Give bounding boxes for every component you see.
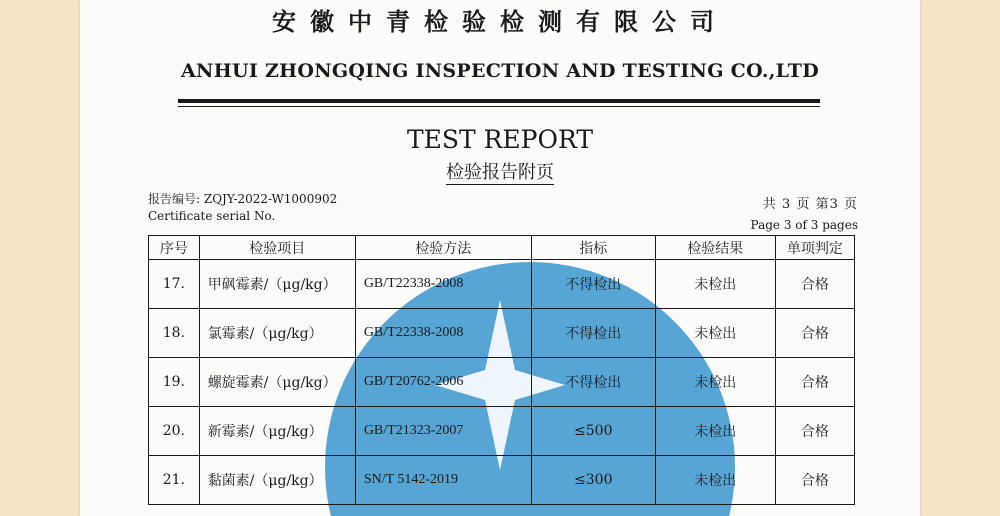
row-no: 17. [149, 260, 200, 309]
row-result: 未检出 [655, 260, 775, 309]
company-name-cn: 安徽中青检验检测有限公司 [272, 7, 728, 36]
row-item: 新霉素/（μg/kg） [199, 407, 355, 456]
results-table [148, 235, 855, 505]
row-item: 螺旋霉素/（μg/kg） [199, 358, 355, 407]
row-verdict: 合格 [775, 358, 854, 407]
row-result: 未检出 [655, 456, 775, 505]
row-method: GB/T22338-2008 [355, 309, 531, 358]
row-verdict: 合格 [775, 260, 854, 309]
company-name-en: ANHUI ZHONGQING INSPECTION AND TESTING CO.,LTD [181, 60, 819, 82]
row-item: 甲砜霉素/（μg/kg） [199, 260, 355, 309]
serial-label-cn: 报告编号: [148, 192, 201, 206]
page-indicator-cn: 共 3 页 第3 页 [762, 197, 858, 212]
row-item: 黏菌素/（μg/kg） [199, 456, 355, 505]
background-right [920, 0, 1000, 516]
report-subtitle-text: 检验报告附页 [446, 162, 554, 183]
header-result: 检验结果 [655, 236, 775, 260]
row-method: GB/T20762-2006 [355, 358, 531, 407]
header-verdict: 单项判定 [775, 236, 854, 260]
serial-value: ZQJY-2022-W1000902 [203, 192, 338, 206]
row-method: SN/T 5142-2019 [355, 456, 531, 505]
row-method: GB/T21323-2007 [355, 407, 531, 456]
row-verdict: 合格 [775, 309, 854, 358]
row-verdict: 合格 [775, 456, 854, 505]
table-row [149, 407, 855, 456]
header-rule-thin [178, 106, 820, 107]
report-page [80, 0, 920, 516]
header-item: 检验项目 [199, 236, 355, 260]
table-row [149, 260, 855, 309]
report-subtitle [80, 158, 920, 184]
row-spec: 不得检出 [531, 309, 655, 358]
row-result: 未检出 [655, 407, 775, 456]
header-rule [178, 99, 820, 103]
certificate-serial [148, 191, 337, 225]
report-title: TEST REPORT [406, 125, 594, 154]
row-spec: 不得检出 [531, 260, 655, 309]
row-spec: 不得检出 [531, 358, 655, 407]
header-method: 检验方法 [355, 236, 531, 260]
row-result: 未检出 [655, 309, 775, 358]
page-indicator [751, 194, 858, 236]
table-header-row [149, 236, 855, 260]
header-no: 序号 [149, 236, 200, 260]
row-no: 18. [149, 309, 200, 358]
table-row [149, 309, 855, 358]
row-verdict: 合格 [775, 407, 854, 456]
row-result: 未检出 [655, 358, 775, 407]
row-no: 21. [149, 456, 200, 505]
page-indicator-en: Page 3 of 3 pages [750, 218, 858, 232]
row-item: 氯霉素/（μg/kg） [199, 309, 355, 358]
header-spec: 指标 [531, 236, 655, 260]
background-left [0, 0, 80, 516]
row-method: GB/T22338-2008 [355, 260, 531, 309]
row-no: 20. [149, 407, 200, 456]
table-row [149, 456, 855, 505]
table-row [149, 358, 855, 407]
row-spec: ≤300 [531, 456, 655, 505]
row-no: 19. [149, 358, 200, 407]
serial-label-en: Certificate serial No. [148, 209, 276, 223]
row-spec: ≤500 [531, 407, 655, 456]
